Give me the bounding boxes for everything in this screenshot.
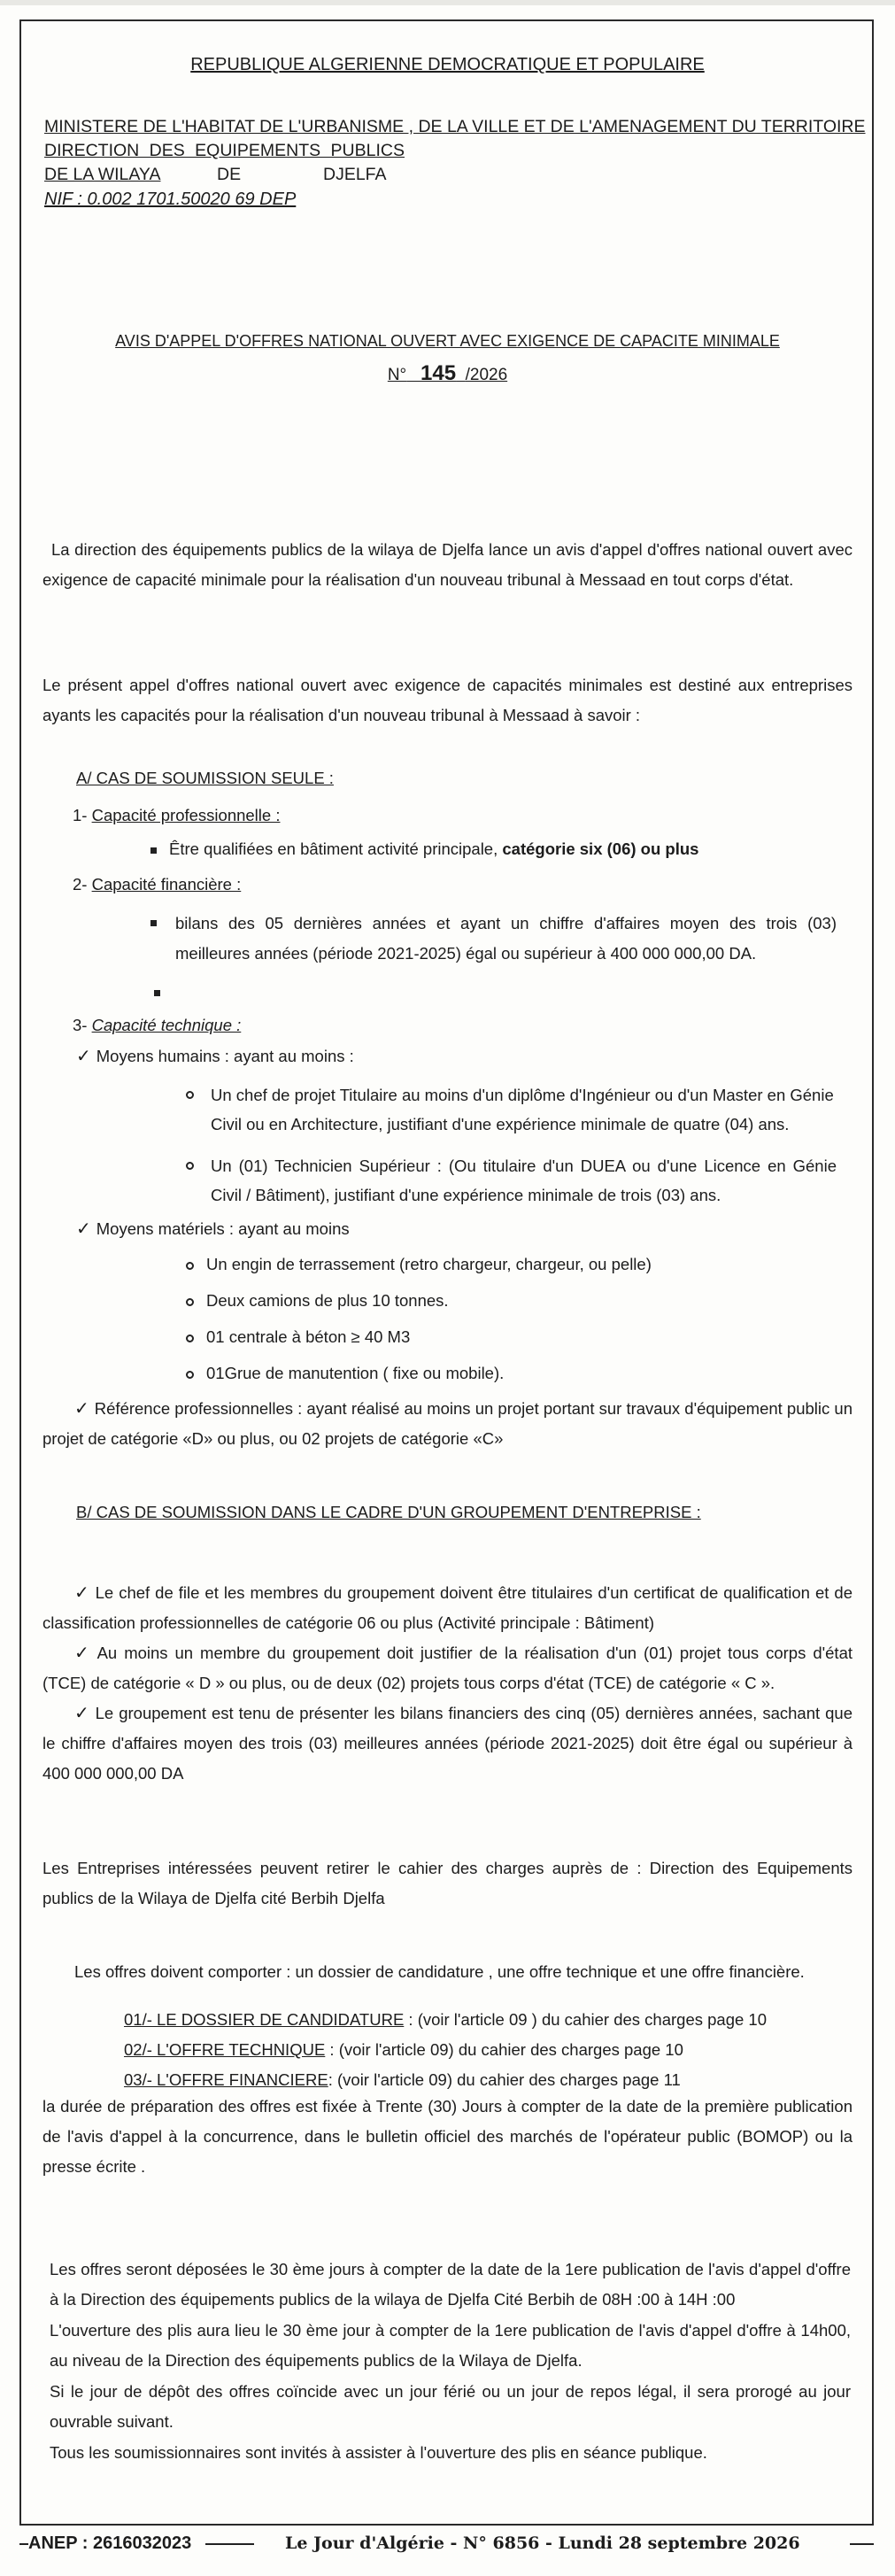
circle-bullet-icon bbox=[186, 1091, 194, 1099]
ouverture-paragraph: L'ouverture des plis aura lieu le 30 ème jour à compter de la 1ere publication de l'avis d'appel d'offre à 14h00, au niveau de la Direction des équipements publics de la Wilaya de Djelfa. bbox=[50, 2321, 851, 2370]
capacite-pro-text: Être qualifiées en bâtiment activité principale, bbox=[169, 839, 503, 858]
wilaya-underline bbox=[44, 163, 385, 187]
avis-num-value: 145 bbox=[420, 361, 457, 385]
wilaya-name: DJELFA bbox=[323, 165, 387, 184]
checkmark-icon: ✓ bbox=[76, 1219, 91, 1239]
square-bullet-icon bbox=[150, 920, 157, 926]
offre-technique-label: 02/- L'OFFRE TECHNIQUE bbox=[124, 2040, 326, 2059]
nif-line bbox=[44, 188, 296, 212]
direction-text: DIRECTION DES EQUIPEMENTS PUBLICS bbox=[44, 141, 405, 160]
checkmark-icon: ✓ bbox=[74, 1399, 89, 1419]
nif-text: NIF : 0.002 1701.50020 69 DEP bbox=[44, 190, 297, 209]
dossier-item-3 bbox=[124, 2069, 681, 2092]
groupement-text-1: Le chef de file et les membres du groupement doivent être titulaires d'un certificat de qualification et de classification professionnelles de catégorie 06 ou plus (Activité principale : Bâtiment) bbox=[42, 1583, 853, 1632]
moyens-humains-heading bbox=[76, 1045, 354, 1068]
ferie-paragraph: Si le jour de dépôt des offres coïncide avec un jour férié ou un jour de repos légal, il sera prorogé au jour ouvrable suivant. bbox=[50, 2382, 851, 2431]
humains-item-1 bbox=[186, 1080, 837, 1139]
materiel-item bbox=[186, 1326, 410, 1349]
direction-line bbox=[44, 139, 405, 163]
offres-intro: Les offres doivent comporter : un dossier de candidature , une offre technique et une offre financière. bbox=[74, 1962, 805, 1981]
capacite-tech-title: Capacité technique : bbox=[91, 1016, 242, 1034]
avis-title bbox=[0, 332, 895, 351]
humains-item-2-text: Un (01) Technicien Supérieur : (Ou titulaire d'un DUEA ou d'une Licence en Génie Civil / Bâtiment), justifiant d'une expérience minimale de trois (03) ans. bbox=[211, 1156, 837, 1204]
capacite-fin-heading bbox=[73, 873, 241, 896]
dossier-text: : (voir l'article 09 ) du cahier des charges page 10 bbox=[404, 2010, 768, 2029]
capacite-pro-heading bbox=[73, 804, 280, 827]
materiel-text: 01 centrale à béton ≥ 40 M3 bbox=[206, 1327, 411, 1346]
republic-title bbox=[0, 55, 895, 75]
circle-bullet-icon bbox=[186, 1262, 194, 1270]
offre-technique-text: : (voir l'article 09) du cahier des charges page 10 bbox=[325, 2040, 683, 2059]
intro-paragraph-1: La direction des équipements publics de la wilaya de Djelfa lance un avis d'appel d'offres national ouvert avec exigence de capacité minimale pour la réalisation d'un nouveau tribunal à Messaad en tout corps d'état. bbox=[42, 540, 853, 589]
duree-paragraph: la durée de préparation des offres est fixée à Trente (30) Jours à compter de la date de la première publication de l'avis d'appel à la concurrence, dans le bulletin officiel des marchés de l'opérateur public (BOMOP) ou la presse écrite . bbox=[42, 2097, 853, 2176]
reference-text: Référence professionnelles : ayant réalisé au moins un projet portant sur travaux d'équipement public un projet de catégorie «D» ou plus, ou 02 projets de catégorie «C» bbox=[42, 1399, 853, 1448]
square-bullet-icon bbox=[150, 847, 157, 854]
dossier-item-1 bbox=[124, 2008, 767, 2031]
groupement-item-2 bbox=[42, 1638, 853, 1698]
section-a-title-text: A/ CAS DE SOUMISSION SEULE : bbox=[76, 769, 334, 787]
moyens-materiels-title: Moyens matériels : ayant au moins bbox=[96, 1219, 350, 1238]
circle-bullet-icon bbox=[186, 1162, 194, 1170]
wilaya-line bbox=[44, 163, 385, 187]
materiel-item bbox=[186, 1362, 504, 1385]
checkmark-icon: ✓ bbox=[74, 1704, 90, 1723]
circle-bullet-icon bbox=[186, 1298, 194, 1306]
moyens-materiels-heading bbox=[76, 1218, 350, 1241]
avis-num-year: /2026 bbox=[465, 366, 508, 384]
materiel-text: Un engin de terrassement (retro chargeur, chargeur, ou pelle) bbox=[206, 1255, 652, 1273]
capacite-fin-item bbox=[150, 909, 837, 969]
groupement-text-2: Au moins un membre du groupement doit justifier de la réalisation d'un (01) projet tous corps d'état (TCE) de catégorie « D » ou plus, ou de deux (02) projets tous corps d'état (TCE) de catégorie « C ». bbox=[42, 1644, 853, 1692]
capacite-tech-heading bbox=[73, 1014, 241, 1037]
section-b-title-text: B/ CAS DE SOUMISSION DANS LE CADRE D'UN GROUPEMENT D'ENTREPRISE : bbox=[76, 1503, 701, 1521]
dossier-item-2 bbox=[124, 2038, 683, 2062]
avis-title-text: AVIS D'APPEL D'OFFRES NATIONAL OUVERT AVEC EXIGENCE DE CAPACITE MINIMALE bbox=[115, 332, 780, 350]
avis-num-prefix: N° bbox=[387, 366, 407, 384]
humains-item-2 bbox=[186, 1151, 837, 1210]
humains-item-1-text: Un chef de projet Titulaire au moins d'un diplôme d'Ingénieur ou d'un Master en Génie Civil ou en Architecture, justifiant d'une expérience minimale de quatre (04) ans. bbox=[211, 1086, 834, 1133]
capacite-fin-title: Capacité financière : bbox=[91, 875, 242, 893]
section-a-title bbox=[76, 767, 334, 790]
scan-top-edge bbox=[0, 0, 895, 5]
footer bbox=[19, 2526, 874, 2561]
anep-reference: ANEP : 2616032023 bbox=[28, 2533, 192, 2553]
checkmark-icon: ✓ bbox=[74, 1583, 90, 1603]
materiel-item bbox=[186, 1289, 449, 1312]
capacite-fin-num: 2- bbox=[73, 875, 88, 893]
groupement-text-3: Le groupement est tenu de présenter les bilans financiers des cinq (05) dernières années, sachant que le chiffre d'affaires moyen des trois (03) meilleures années (période 2021-2025) doit être égal ou supérieur à 400 000 000,00 DA bbox=[42, 1704, 853, 1783]
avis-number-underline bbox=[387, 361, 508, 385]
capacite-tech-num: 3- bbox=[73, 1016, 88, 1034]
retrait-paragraph: Les Entreprises intéressées peuvent retirer le cahier des charges auprès de : Direction des Equipements publics de la Wilaya de Djelfa cité Berbih Djelfa bbox=[42, 1859, 853, 1907]
capacite-fin-text: bilans des 05 dernières années et ayant un chiffre d'affaires moyen des trois (03) meilleures années (période 2021-2025) égal ou supérieur à 400 000 000,00 DA. bbox=[175, 914, 837, 963]
empty-square-bullet bbox=[154, 986, 173, 1002]
capacite-pro-item bbox=[150, 838, 698, 861]
capacite-pro-bold: catégorie six (06) ou plus bbox=[502, 839, 699, 858]
republic-text: REPUBLIQUE ALGERIENNE DEMOCRATIQUE ET POPULAIRE bbox=[190, 55, 705, 74]
wilaya-label: DE LA WILAYA bbox=[44, 165, 161, 184]
capacite-pro-title: Capacité professionnelle : bbox=[91, 806, 281, 824]
section-b-title bbox=[76, 1501, 701, 1524]
materiel-text: 01Grue de manutention ( fixe ou mobile). bbox=[206, 1364, 505, 1382]
avis-number bbox=[0, 361, 895, 386]
checkmark-icon: ✓ bbox=[76, 1047, 91, 1066]
journal-reference: Le Jour d'Algérie - N° 6856 - Lundi 28 septembre 2026 bbox=[285, 2533, 800, 2553]
groupement-item-3 bbox=[42, 1698, 853, 1789]
materiel-text: Deux camions de plus 10 tonnes. bbox=[206, 1291, 449, 1310]
reference-professionnelle bbox=[42, 1394, 853, 1454]
checkmark-icon: ✓ bbox=[74, 1644, 92, 1663]
square-bullet-icon bbox=[154, 990, 160, 996]
ministry-text: MINISTERE DE L'HABITAT DE L'URBANISME , DE LA VILLE ET DE L'AMENAGEMENT DU TERRITOIRE bbox=[44, 117, 866, 136]
depot-paragraph: Les offres seront déposées le 30 ème jours à compter de la date de la 1ere publication de l'avis d'appel d'offre à la Direction des équipements publics de la wilaya de Djelfa Cité Berbih de 08H :00 à 14H :00 bbox=[50, 2260, 851, 2309]
offre-financiere-text: : (voir l'article 09) du cahier des charges page 11 bbox=[328, 2070, 681, 2089]
offre-financiere-label: 03/- L'OFFRE FINANCIERE bbox=[124, 2070, 328, 2089]
capacite-pro-num: 1- bbox=[73, 806, 88, 824]
moyens-humains-title: Moyens humains : ayant au moins : bbox=[96, 1047, 354, 1065]
groupement-item-1 bbox=[42, 1578, 853, 1638]
materiel-item bbox=[186, 1253, 652, 1276]
invites-paragraph: Tous les soumissionnaires sont invités à assister à l'ouverture des plis en séance publique. bbox=[50, 2443, 707, 2462]
circle-bullet-icon bbox=[186, 1334, 194, 1342]
intro-paragraph-2: Le présent appel d'offres national ouvert avec exigence de capacités minimales est destiné aux entreprises ayants les capacités pour la réalisation d'un nouveau tribunal à Messaad à savoir : bbox=[42, 676, 853, 724]
dossier-label: 01/- LE DOSSIER DE CANDIDATURE bbox=[124, 2010, 405, 2029]
circle-bullet-icon bbox=[186, 1371, 194, 1379]
ministry-line bbox=[44, 115, 866, 139]
wilaya-de: DE bbox=[217, 165, 242, 184]
